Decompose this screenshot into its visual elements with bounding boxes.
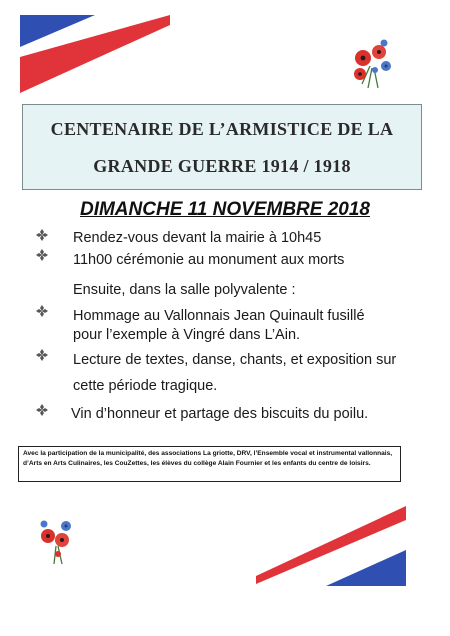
activity-1-line-2: pour l’exemple à Vingré dans L’Ain. bbox=[73, 327, 301, 343]
activity-3-line-1: Vin d’honneur et partage des biscuits du poilu. bbox=[71, 406, 369, 422]
diamond-bullet-icon bbox=[36, 249, 48, 261]
title-line-2: GRANDE GUERRE 1914 / 1918 bbox=[93, 156, 351, 176]
flag-blue-stripe bbox=[326, 550, 406, 586]
program-item-2: 11h00 cérémonie au monument aux morts bbox=[73, 252, 345, 268]
title-box bbox=[22, 104, 422, 190]
activity-1-line-1: Hommage au Vallonnais Jean Quinault fusillé bbox=[73, 308, 365, 324]
activity-2-line-1: Lecture de textes, danse, chants, et exposition sur bbox=[73, 352, 397, 368]
transition-text: Ensuite, dans la salle polyvalente : bbox=[73, 282, 296, 298]
poppy-cornflower-bouquet bbox=[348, 38, 396, 90]
top-flag-ribbon bbox=[20, 15, 170, 95]
diamond-bullet-icon bbox=[36, 305, 48, 317]
program-item-1: Rendez-vous devant la mairie à 10h45 bbox=[73, 230, 322, 246]
event-date-heading: DIMANCHE 11 NOVEMBRE 2018 bbox=[79, 199, 370, 220]
poppy-cornflower-bouquet bbox=[36, 518, 78, 566]
participation-note: Avec la participation de la municipalité, des associations La griotte, DRV, l’Ensemble vocal et instrumental vallonnais, d’Arts en Arts Culinaires, les CouZettes, les élèves du collège Alain Fournier et les enfants du centre de loisirs. bbox=[18, 446, 401, 482]
activity-2-line-2: cette période tragique. bbox=[73, 378, 218, 394]
bottom-flag-ribbon bbox=[256, 506, 406, 586]
diamond-bullet-icon bbox=[36, 349, 48, 361]
diamond-bullet-icon bbox=[36, 229, 48, 241]
title-line-1: CENTENAIRE DE L’ARMISTICE DE LA bbox=[50, 119, 394, 139]
diamond-bullet-icon bbox=[36, 404, 48, 416]
